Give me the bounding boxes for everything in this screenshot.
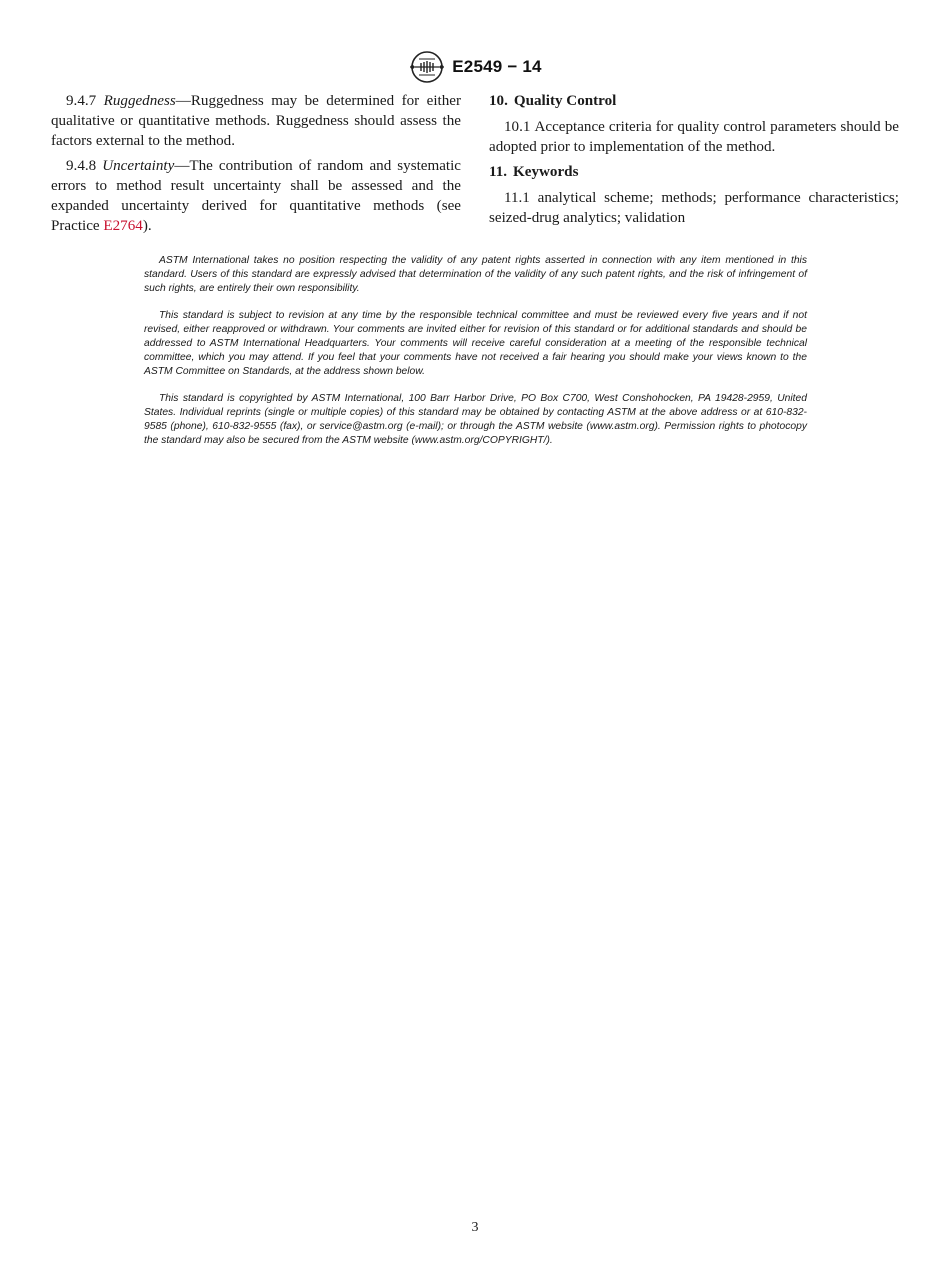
paragraph-text-end: ). bbox=[142, 217, 152, 234]
section-title: Keywords bbox=[513, 164, 579, 181]
paragraph-number: 9.4.7 bbox=[66, 93, 97, 109]
term-uncertainty: Uncertainty bbox=[102, 158, 175, 175]
paragraph-number: 11.1 bbox=[504, 190, 530, 207]
page-number: 3 bbox=[471, 1220, 479, 1235]
right-column bbox=[489, 92, 899, 235]
section-heading-quality-control bbox=[489, 92, 899, 112]
practice-e2764-link[interactable]: E2764 bbox=[103, 217, 143, 234]
paragraph-text: Acceptance criteria for quality control parameters should be adopted prior to implementation of the method. bbox=[489, 118, 899, 155]
term-ruggedness: Ruggedness bbox=[103, 93, 176, 109]
paragraph-text: analytical scheme; methods; performance characteristics; seized-drug analytics; validation bbox=[489, 190, 899, 226]
standard-designation: E2549 − 14 bbox=[452, 57, 542, 76]
paragraph-9-4-7 bbox=[51, 92, 461, 151]
left-column bbox=[51, 92, 461, 243]
paragraph-11-1 bbox=[489, 189, 899, 229]
section-heading-keywords bbox=[489, 163, 899, 183]
section-number: 11. bbox=[489, 164, 508, 181]
copyright-notice: This standard is copyrighted by ASTM International, 100 Barr Harbor Drive, PO Box C700, West Conshohocken, PA 19428-2959, United States. Individual reprints (single or multiple copies) of this standard may be obtained by contacting ASTM at the above address or at 610-832-9585 (phone), 610-832-9555 (fax), or service@astm.org (e-mail); or through the ASTM website (www.astm.org). Permission rights to photocopy the standard may also be secured from the ASTM website (www.astm.org/COPYRIGHT/). bbox=[144, 393, 807, 446]
paragraph-number: 9.4.8 bbox=[66, 158, 97, 175]
section-number: 10. bbox=[489, 93, 508, 109]
astm-logo-icon bbox=[408, 50, 446, 84]
paragraph-number: 10.1 bbox=[504, 118, 531, 135]
page-header bbox=[0, 50, 950, 84]
patent-notice: ASTM International takes no position respecting the validity of any patent rights asserted in connection with any item mentioned in this standard. Users of this standard are expressly advised that determination of the validity of any such patent rights, and the risk of infringement of such rights, are entirely their own responsibility. bbox=[144, 255, 807, 294]
section-title: Quality Control bbox=[513, 93, 617, 109]
paragraph-text: —Ruggedness may be determined for either qualitative or quantitative methods. Ruggedness should assess the factors external to the method. bbox=[51, 93, 461, 149]
paragraph-9-4-8 bbox=[51, 157, 461, 236]
paragraph-text: —The contribution of random and systematic errors to method result uncertainty shall be assessed and the expanded uncertainty derived for quantitative methods (see Practice bbox=[51, 158, 461, 234]
legal-notices bbox=[144, 254, 807, 462]
revision-notice: This standard is subject to revision at any time by the responsible technical committee and must be reviewed every five years and if not revised, either reapproved or withdrawn. Your comments are invited either for revision of this standard or for additional standards and should be addressed to ASTM International Headquarters. Your comments will receive careful consideration at a meeting of the responsible technical committee, which you may attend. If you feel that your comments have not received a fair hearing you should make your views known to the ASTM Committee on Standards, at the address shown below. bbox=[144, 310, 807, 377]
paragraph-10-1 bbox=[489, 118, 899, 158]
